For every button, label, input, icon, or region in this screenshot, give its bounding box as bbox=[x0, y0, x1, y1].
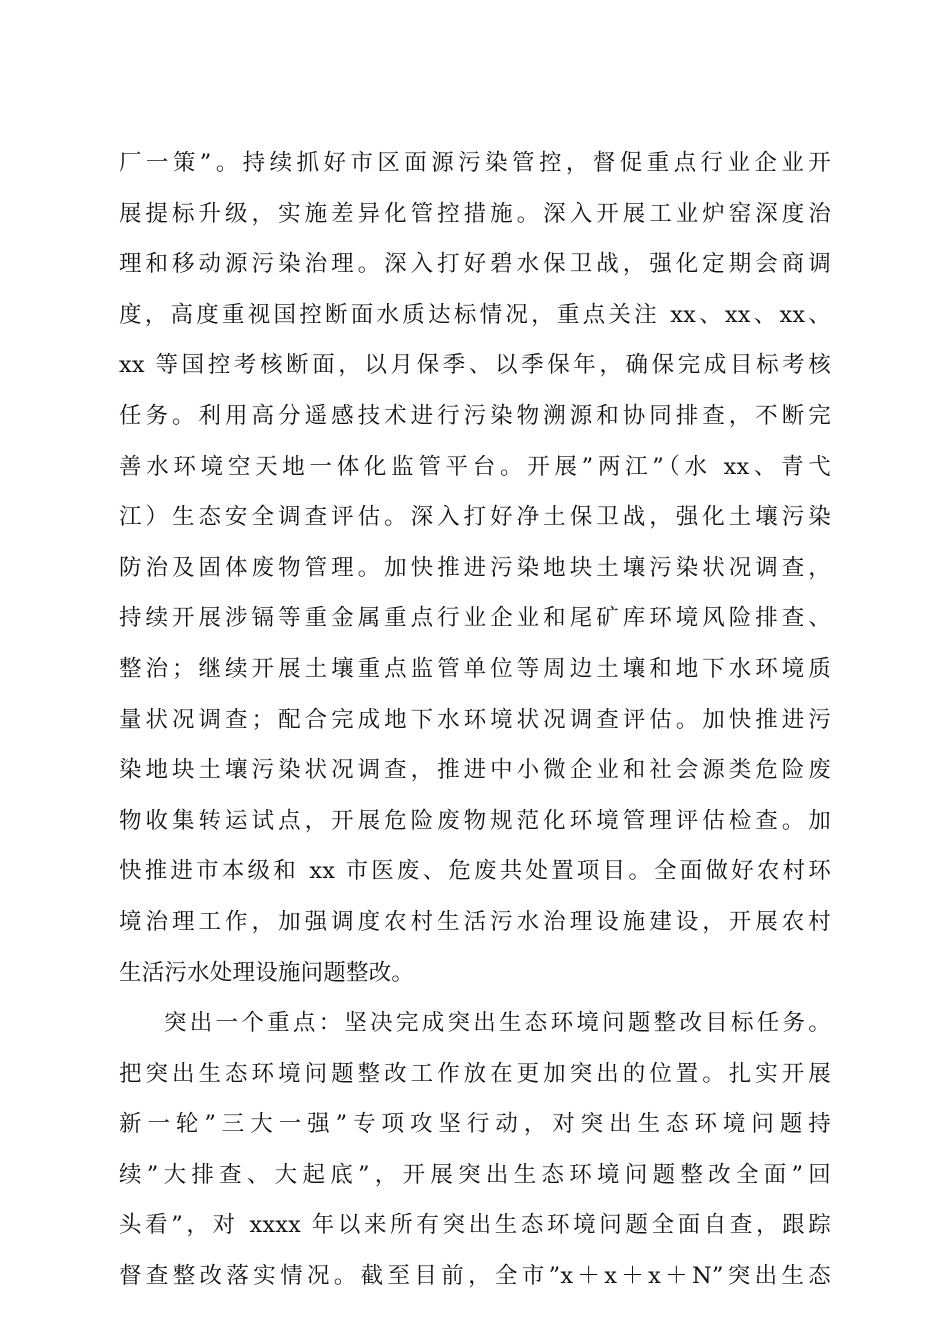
text-line: 江）生态安全调查评估。深入打好净土保卫战，强化土壤污染 bbox=[119, 504, 831, 531]
text-line: 头看”，对 xxxx 年以来所有突出生态环境问题全面自查，跟踪 bbox=[119, 1212, 831, 1239]
text-line: 物收集转运试点，开展危险废物规范化环境管理评估检查。加 bbox=[119, 807, 831, 834]
text-line: 理和移动源污染治理。深入打好碧水保卫战，强化定期会商调 bbox=[119, 251, 831, 278]
text-line: 持续开展涉镉等重金属重点行业企业和尾矿库环境风险排查、 bbox=[119, 605, 831, 632]
text-line: 展提标升级，实施差异化管控措施。深入开展工业炉窑深度治 bbox=[119, 200, 831, 227]
text-line: 境治理工作，加强调度农村生活污水治理设施建设，开展农村 bbox=[119, 908, 831, 935]
text-line: 续”大排查、大起底”，开展突出生态环境问题整改全面”回 bbox=[119, 1161, 831, 1188]
text-line: 度，高度重视国控断面水质达标情况，重点关注 xx、xx、xx、 bbox=[119, 301, 831, 328]
paragraph-1 bbox=[119, 138, 831, 998]
text-line: xx 等国控考核断面，以月保季、以季保年，确保完成目标考核 bbox=[119, 352, 831, 379]
text-line: 厂一策”。持续抓好市区面源污染管控，督促重点行业企业开 bbox=[119, 150, 831, 176]
text-line: 把突出生态环境问题整改工作放在更加突出的位置。扎实开展 bbox=[119, 1060, 831, 1087]
text-line: 快推进市本级和 xx 市医废、危废共处置项目。全面做好农村环 bbox=[119, 858, 831, 885]
text-line: 新一轮”三大一强”专项攻坚行动，对突出生态环境问题持 bbox=[119, 1111, 831, 1138]
text-line: 任务。利用高分遥感技术进行污染物溯源和协同排查，不断完 bbox=[119, 402, 831, 429]
text-line: 督查整改落实情况。截至目前，全市”x＋x＋x＋N”突出生态 bbox=[119, 1263, 831, 1290]
text-line: 整治；继续开展土壤重点监管单位等周边土壤和地下水环境质 bbox=[119, 655, 831, 682]
document-body bbox=[119, 138, 831, 1302]
text-line: 防治及固体废物管理。加快推进污染地块土壤污染状况调查， bbox=[119, 554, 831, 581]
text-line: 量状况调查；配合完成地下水环境状况调查评估。加快推进污 bbox=[119, 706, 831, 733]
text-line: 善水环境空天地一体化监管平台。开展”两江”（水 xx、青弋 bbox=[119, 453, 831, 480]
text-line: 突出一个重点：坚决完成突出生态环境问题整改目标任务。 bbox=[164, 1010, 831, 1037]
text-line: 生活污水处理设施问题整改。 bbox=[119, 959, 415, 986]
paragraph-2 bbox=[119, 998, 831, 1302]
text-line: 染地块土壤污染状况调查，推进中小微企业和社会源类危险废 bbox=[119, 757, 831, 784]
